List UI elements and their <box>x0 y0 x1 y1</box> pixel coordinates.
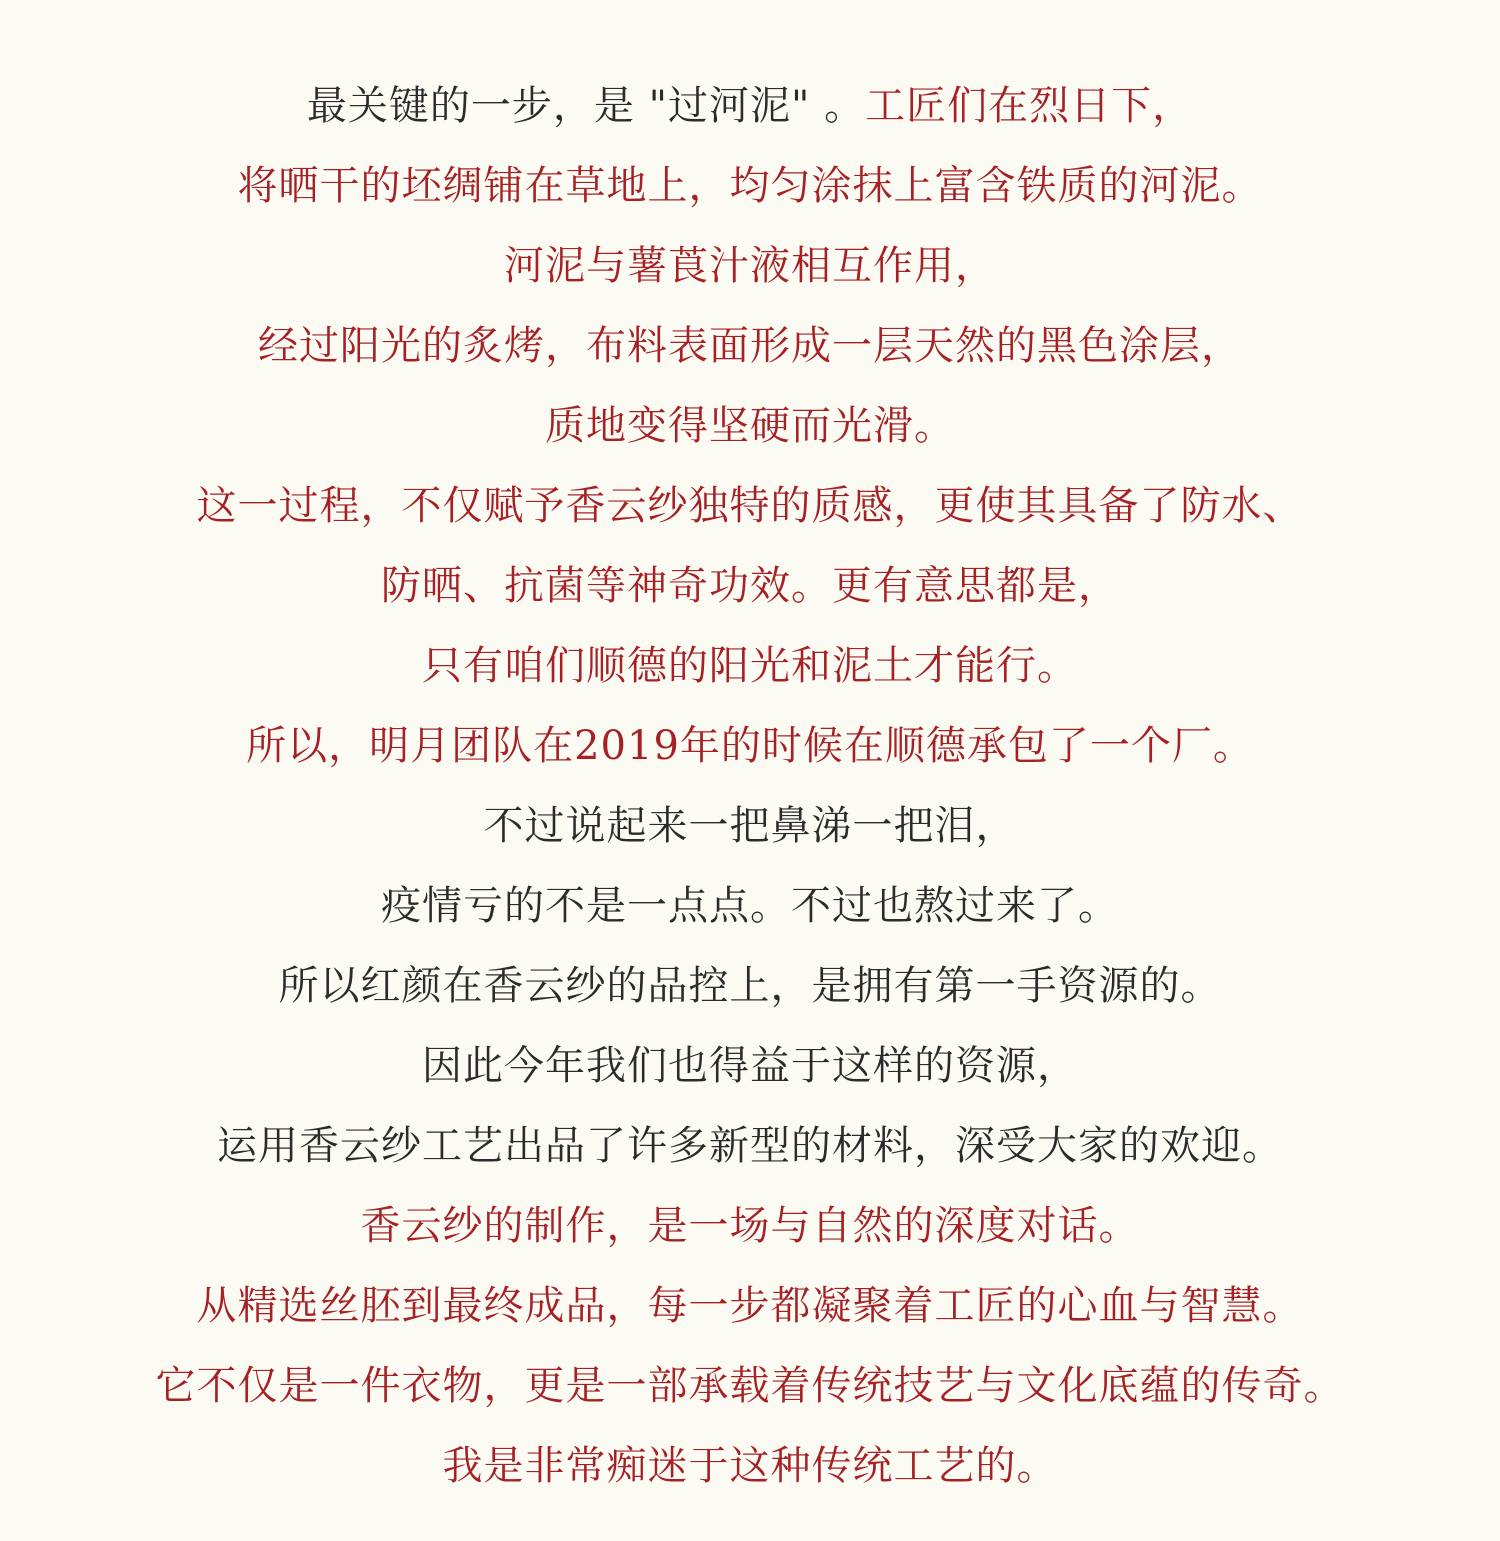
text-segment: 这一过程，不仅赋予香云纱独特的质感，更使其具备了防水、 <box>196 483 1304 529</box>
text-line-18 <box>0 1426 1500 1506</box>
text-line-12 <box>0 946 1500 1026</box>
text-line-4 <box>0 306 1500 386</box>
text-segment: 防晒、抗菌等神奇功效。更有意思都是， <box>381 563 1119 609</box>
text-segment: 质地变得坚硬而光滑。 <box>545 403 955 449</box>
text-segment: 所以，明月团队在2019年的时候在顺德承包了一个厂。 <box>246 723 1254 769</box>
text-line-16 <box>0 1266 1500 1346</box>
text-line-2 <box>0 146 1500 226</box>
text-line-7 <box>0 546 1500 626</box>
text-line-14 <box>0 1106 1500 1186</box>
text-segment: 只有咱们顺德的阳光和泥土才能行。 <box>422 643 1078 689</box>
text-segment: 我是非常痴迷于这种传统工艺的。 <box>442 1443 1058 1489</box>
text-segment: 不过说起来一把鼻涕一把泪， <box>483 803 1017 849</box>
text-segment: 香云纱的制作，是一场与自然的深度对话。 <box>360 1203 1140 1249</box>
text-line-6 <box>0 466 1500 546</box>
text-segment: 最关键的一步，是 "过河泥" 。 <box>306 83 866 129</box>
text-segment: 将晒干的坯绸铺在草地上，均匀涂抹上富含铁质的河泥。 <box>237 163 1263 209</box>
text-segment: 所以红颜在香云纱的品控上，是拥有第一手资源的。 <box>278 963 1222 1009</box>
text-segment: 因此今年我们也得益于这样的资源， <box>422 1043 1078 1089</box>
text-line-15 <box>0 1186 1500 1266</box>
text-line-17 <box>0 1346 1500 1426</box>
text-segment: 经过阳光的炙烤，布料表面形成一层天然的黑色涂层， <box>258 323 1242 369</box>
text-line-1 <box>0 66 1500 146</box>
text-segment: 疫情亏的不是一点点。不过也熬过来了。 <box>381 883 1119 929</box>
text-line-5 <box>0 386 1500 466</box>
text-line-8 <box>0 626 1500 706</box>
text-line-13 <box>0 1026 1500 1106</box>
text-segment: 运用香云纱工艺出品了许多新型的材料，深受大家的欢迎。 <box>217 1123 1283 1169</box>
text-line-10 <box>0 786 1500 866</box>
text-segment: 河泥与薯莨汁液相互作用， <box>504 243 996 289</box>
text-segment: 它不仅是一件衣物，更是一部承载着传统技艺与文化底蕴的传奇。 <box>155 1363 1345 1409</box>
text-line-9 <box>0 706 1500 786</box>
article-body <box>0 66 1500 1506</box>
text-line-3 <box>0 226 1500 306</box>
text-line-11 <box>0 866 1500 946</box>
text-segment: 工匠们在烈日下， <box>865 83 1194 129</box>
text-segment: 从精选丝胚到最终成品，每一步都凝聚着工匠的心血与智慧。 <box>196 1283 1304 1329</box>
